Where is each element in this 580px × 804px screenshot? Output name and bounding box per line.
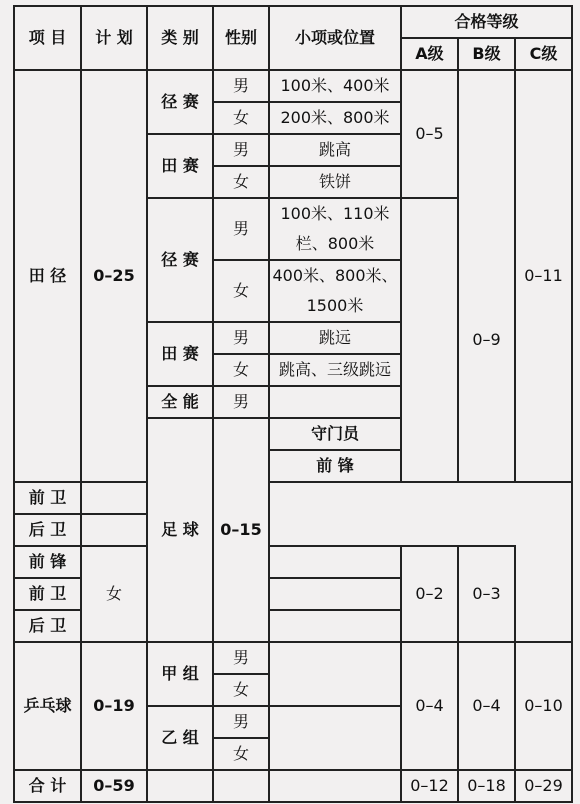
qualification-table: [13, 5, 573, 803]
item-cell: 跳高、三级跳远: [269, 354, 401, 386]
header-row-1: [14, 6, 572, 38]
item-line: 100米、110米: [280, 204, 390, 223]
item-line: 400米、800米、: [272, 266, 398, 285]
item-cell: [269, 578, 401, 610]
gender-cell: 男: [213, 70, 269, 102]
item-cell: 跳远: [269, 322, 401, 354]
item-line: 栏、800米: [295, 234, 375, 253]
track-cat-field1: 田 赛: [147, 134, 213, 198]
track-grade-a-empty: [401, 198, 458, 482]
gender-cell: 男: [213, 386, 269, 418]
gender-cell: 女: [213, 166, 269, 198]
football-forward-f: 前 锋: [14, 546, 81, 578]
item-cell: [81, 514, 147, 546]
total-grade-b: 0–18: [458, 770, 515, 802]
football-back: 后 卫: [14, 514, 81, 546]
track-grade-c: 0–11: [515, 70, 572, 482]
total-label: 合 计: [14, 770, 81, 802]
pingpong-group-a: 甲 组: [147, 642, 213, 706]
gender-cell: 女: [213, 354, 269, 386]
track-cat-run2: 径 赛: [147, 198, 213, 322]
football-back-f: 后 卫: [14, 610, 81, 642]
item-cell: 100米、400米: [269, 70, 401, 102]
gender-cell: 女: [213, 738, 269, 770]
football-forward: 前 锋: [269, 450, 401, 482]
total-grade-a: 0–12: [401, 770, 458, 802]
header-grade-group: 合格等级: [401, 6, 572, 38]
track-project: 田 径: [14, 70, 81, 482]
item-cell-multiline: [269, 260, 401, 322]
item-cell-multiline: [269, 198, 401, 260]
football-project: 足 球: [147, 418, 213, 642]
pingpong-group-b: 乙 组: [147, 706, 213, 770]
item-cell: 铁饼: [269, 166, 401, 198]
table-row: [14, 70, 572, 102]
item-cell: [269, 642, 401, 706]
gender-cell: 女: [213, 260, 269, 322]
gender-cell: 女: [213, 674, 269, 706]
total-grade-c: 0–29: [515, 770, 572, 802]
total-plan: 0–59: [81, 770, 147, 802]
track-grade-a: 0–5: [401, 70, 458, 198]
pingpong-project: 乒乓球: [14, 642, 81, 770]
table-row: [14, 482, 572, 514]
football-grade-b-female: 0–3: [458, 546, 515, 642]
pingpong-plan: 0–19: [81, 642, 147, 770]
football-female: 女: [81, 546, 147, 642]
header-grade-a: A级: [401, 38, 458, 70]
header-category: 类 别: [147, 6, 213, 70]
track-cat-run1: 径 赛: [147, 70, 213, 134]
football-guard: 前 卫: [14, 482, 81, 514]
item-cell: [81, 482, 147, 514]
pingpong-grade-b: 0–4: [458, 642, 515, 770]
track-grade-b-top: [458, 70, 515, 198]
item-cell: [269, 706, 401, 770]
gender-cell: 男: [213, 706, 269, 738]
table-row: [14, 642, 572, 674]
track-plan: 0–25: [81, 70, 147, 482]
table-row: [14, 546, 572, 578]
football-guard-f: 前 卫: [14, 578, 81, 610]
track-grade-b: 0–9: [458, 198, 515, 482]
total-empty: [269, 770, 401, 802]
gender-cell: 男: [213, 198, 269, 260]
table-row: [14, 514, 572, 546]
item-cell: [269, 610, 401, 642]
item-cell: 跳高: [269, 134, 401, 166]
total-empty: [147, 770, 213, 802]
pingpong-grade-c: 0–10: [515, 642, 572, 770]
total-empty: [213, 770, 269, 802]
header-plan: 计 划: [81, 6, 147, 70]
football-goalkeeper: 守门员: [269, 418, 401, 450]
football-plan: 0–15: [213, 418, 269, 642]
item-line: 1500米: [306, 296, 364, 315]
header-gender: 性别: [213, 6, 269, 70]
football-grade-a-female: 0–2: [401, 546, 458, 642]
header-grade-c: C级: [515, 38, 572, 70]
item-cell: [269, 386, 401, 418]
track-cat-all: 全 能: [147, 386, 213, 418]
total-row: [14, 770, 572, 802]
pingpong-grade-a: 0–4: [401, 642, 458, 770]
gender-cell: 男: [213, 642, 269, 674]
gender-cell: 男: [213, 134, 269, 166]
item-cell: 200米、800米: [269, 102, 401, 134]
item-cell: [269, 546, 401, 578]
header-project: 项 目: [14, 6, 81, 70]
gender-cell: 女: [213, 102, 269, 134]
gender-cell: 男: [213, 322, 269, 354]
track-cat-field2: 田 赛: [147, 322, 213, 386]
header-grade-b: B级: [458, 38, 515, 70]
header-item: 小项或位置: [269, 6, 401, 70]
